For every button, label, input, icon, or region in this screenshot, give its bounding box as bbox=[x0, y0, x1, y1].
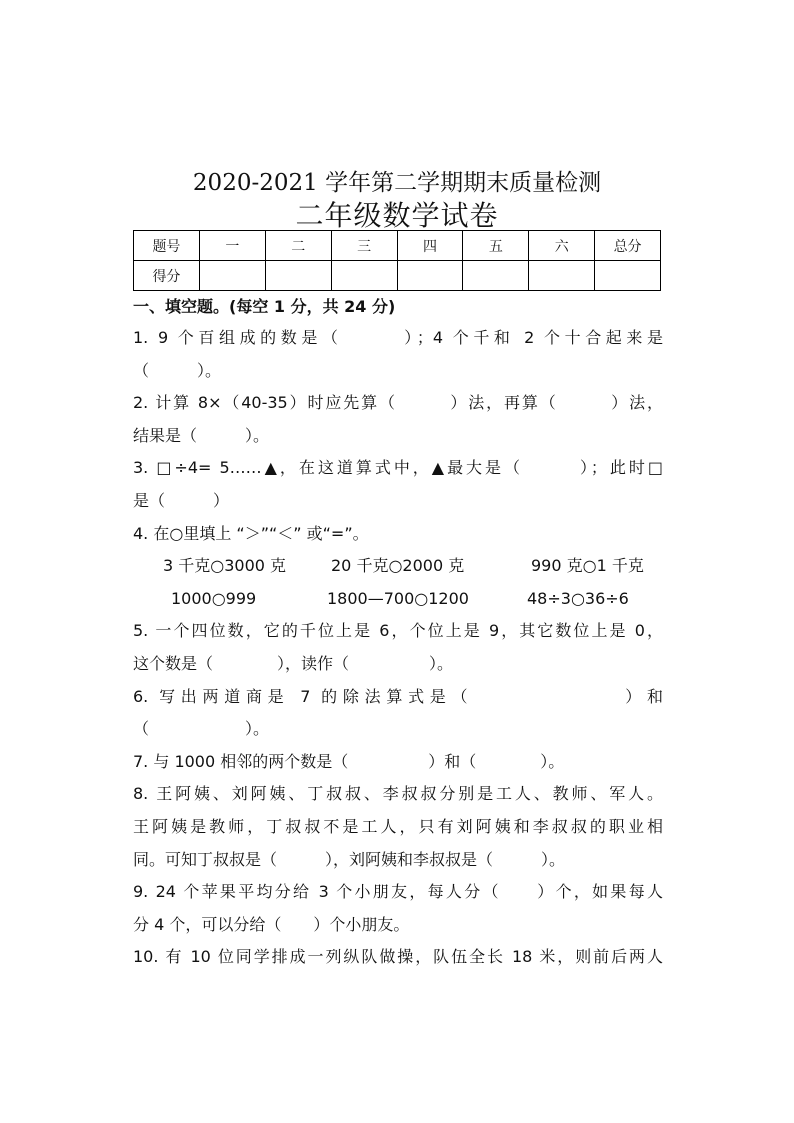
question-4-row-1 bbox=[133, 550, 663, 583]
score-cell-5: 五 bbox=[463, 231, 529, 261]
score-row-label: 得分 bbox=[134, 261, 200, 291]
question-3-line-2: 是（ ） bbox=[133, 490, 230, 510]
question-10-line-1: 10. 有 10 位同学排成一列纵队做操，队伍全长 18 米，则前后两人 bbox=[133, 947, 663, 967]
exam-title: 2020-2021 学年第二学期期末质量检测 bbox=[192, 170, 602, 196]
question-2-line-1: 2. 计算 8×（40-35）时应先算（ ）法，再算（ ）法， bbox=[133, 393, 663, 413]
q4-item-3: 990 克○1 千克 bbox=[531, 556, 644, 576]
score-table bbox=[133, 230, 661, 291]
score-input-6[interactable] bbox=[529, 261, 595, 291]
question-1-line-2: （ ）。 bbox=[133, 360, 222, 380]
question-9-line-1: 9. 24 个苹果平均分给 3 个小朋友，每人分（ ）个，如果每人 bbox=[133, 882, 663, 902]
score-input-3[interactable] bbox=[331, 261, 397, 291]
score-input-2[interactable] bbox=[265, 261, 331, 291]
q4-item-4: 1000○999 bbox=[171, 588, 257, 608]
question-5-line-2: 这个数是（ ），读作（ ）。 bbox=[133, 653, 454, 673]
question-2-line-2: 结果是（ ）。 bbox=[133, 425, 270, 445]
score-cell-3: 三 bbox=[331, 231, 397, 261]
question-6-line-1: 6. 写出两道商是 7 的除法算式是（ ）和 bbox=[133, 686, 663, 706]
question-4-row-2 bbox=[133, 583, 663, 616]
section-heading: 一、填空题。(每空 1 分，共 24 分) bbox=[133, 297, 396, 316]
question-7-line: 7. 与 1000 相邻的两个数是（ ）和（ ）。 bbox=[133, 751, 565, 771]
question-8-line-1: 8. 王阿姨、刘阿姨、丁叔叔、李叔叔分别是工人、教师、军人。 bbox=[133, 784, 663, 804]
question-3-line-1: 3. □÷4= 5……▲，在这道算式中，▲最大是（ ）；此时□ bbox=[133, 458, 663, 478]
score-table-header-row bbox=[134, 231, 661, 261]
score-cell-6: 六 bbox=[529, 231, 595, 261]
score-cell-2: 二 bbox=[265, 231, 331, 261]
score-cell-1: 一 bbox=[199, 231, 265, 261]
q4-item-1: 3 千克○3000 克 bbox=[163, 556, 287, 576]
question-8-line-2: 王阿姨是教师，丁叔叔不是工人，只有刘阿姨和李叔叔的职业相 bbox=[133, 816, 663, 836]
score-input-4[interactable] bbox=[397, 261, 463, 291]
q4-item-6: 48÷3○36÷6 bbox=[527, 588, 629, 608]
question-9-line-2: 分 4 个，可以分给（ ）个小朋友。 bbox=[133, 914, 410, 934]
score-input-total[interactable] bbox=[595, 261, 661, 291]
question-6-line-2: （ ）。 bbox=[133, 719, 270, 739]
question-8-line-3: 同。可知丁叔叔是（ ），刘阿姨和李叔叔是（ ）。 bbox=[133, 849, 566, 869]
score-cell-4: 四 bbox=[397, 231, 463, 261]
score-cell-label: 题号 bbox=[134, 231, 200, 261]
q4-item-5: 1800—700○1200 bbox=[327, 588, 469, 608]
question-1-line-1: 1. 9 个百组成的数是（ ）；4 个千和 2 个十合起来是 bbox=[133, 328, 663, 347]
score-input-5[interactable] bbox=[463, 261, 529, 291]
question-4-line: 4. 在○里填上 “＞”“＜” 或“=”。 bbox=[133, 523, 369, 543]
score-input-1[interactable] bbox=[199, 261, 265, 291]
score-table-score-row bbox=[134, 261, 661, 291]
question-list bbox=[133, 322, 663, 974]
score-cell-total: 总分 bbox=[595, 231, 661, 261]
question-5-line-1: 5. 一个四位数，它的千位上是 6，个位上是 9，其它数位上是 0， bbox=[133, 621, 663, 641]
q4-item-2: 20 千克○2000 克 bbox=[331, 556, 465, 576]
exam-subtitle: 二年级数学试卷 bbox=[295, 199, 499, 232]
